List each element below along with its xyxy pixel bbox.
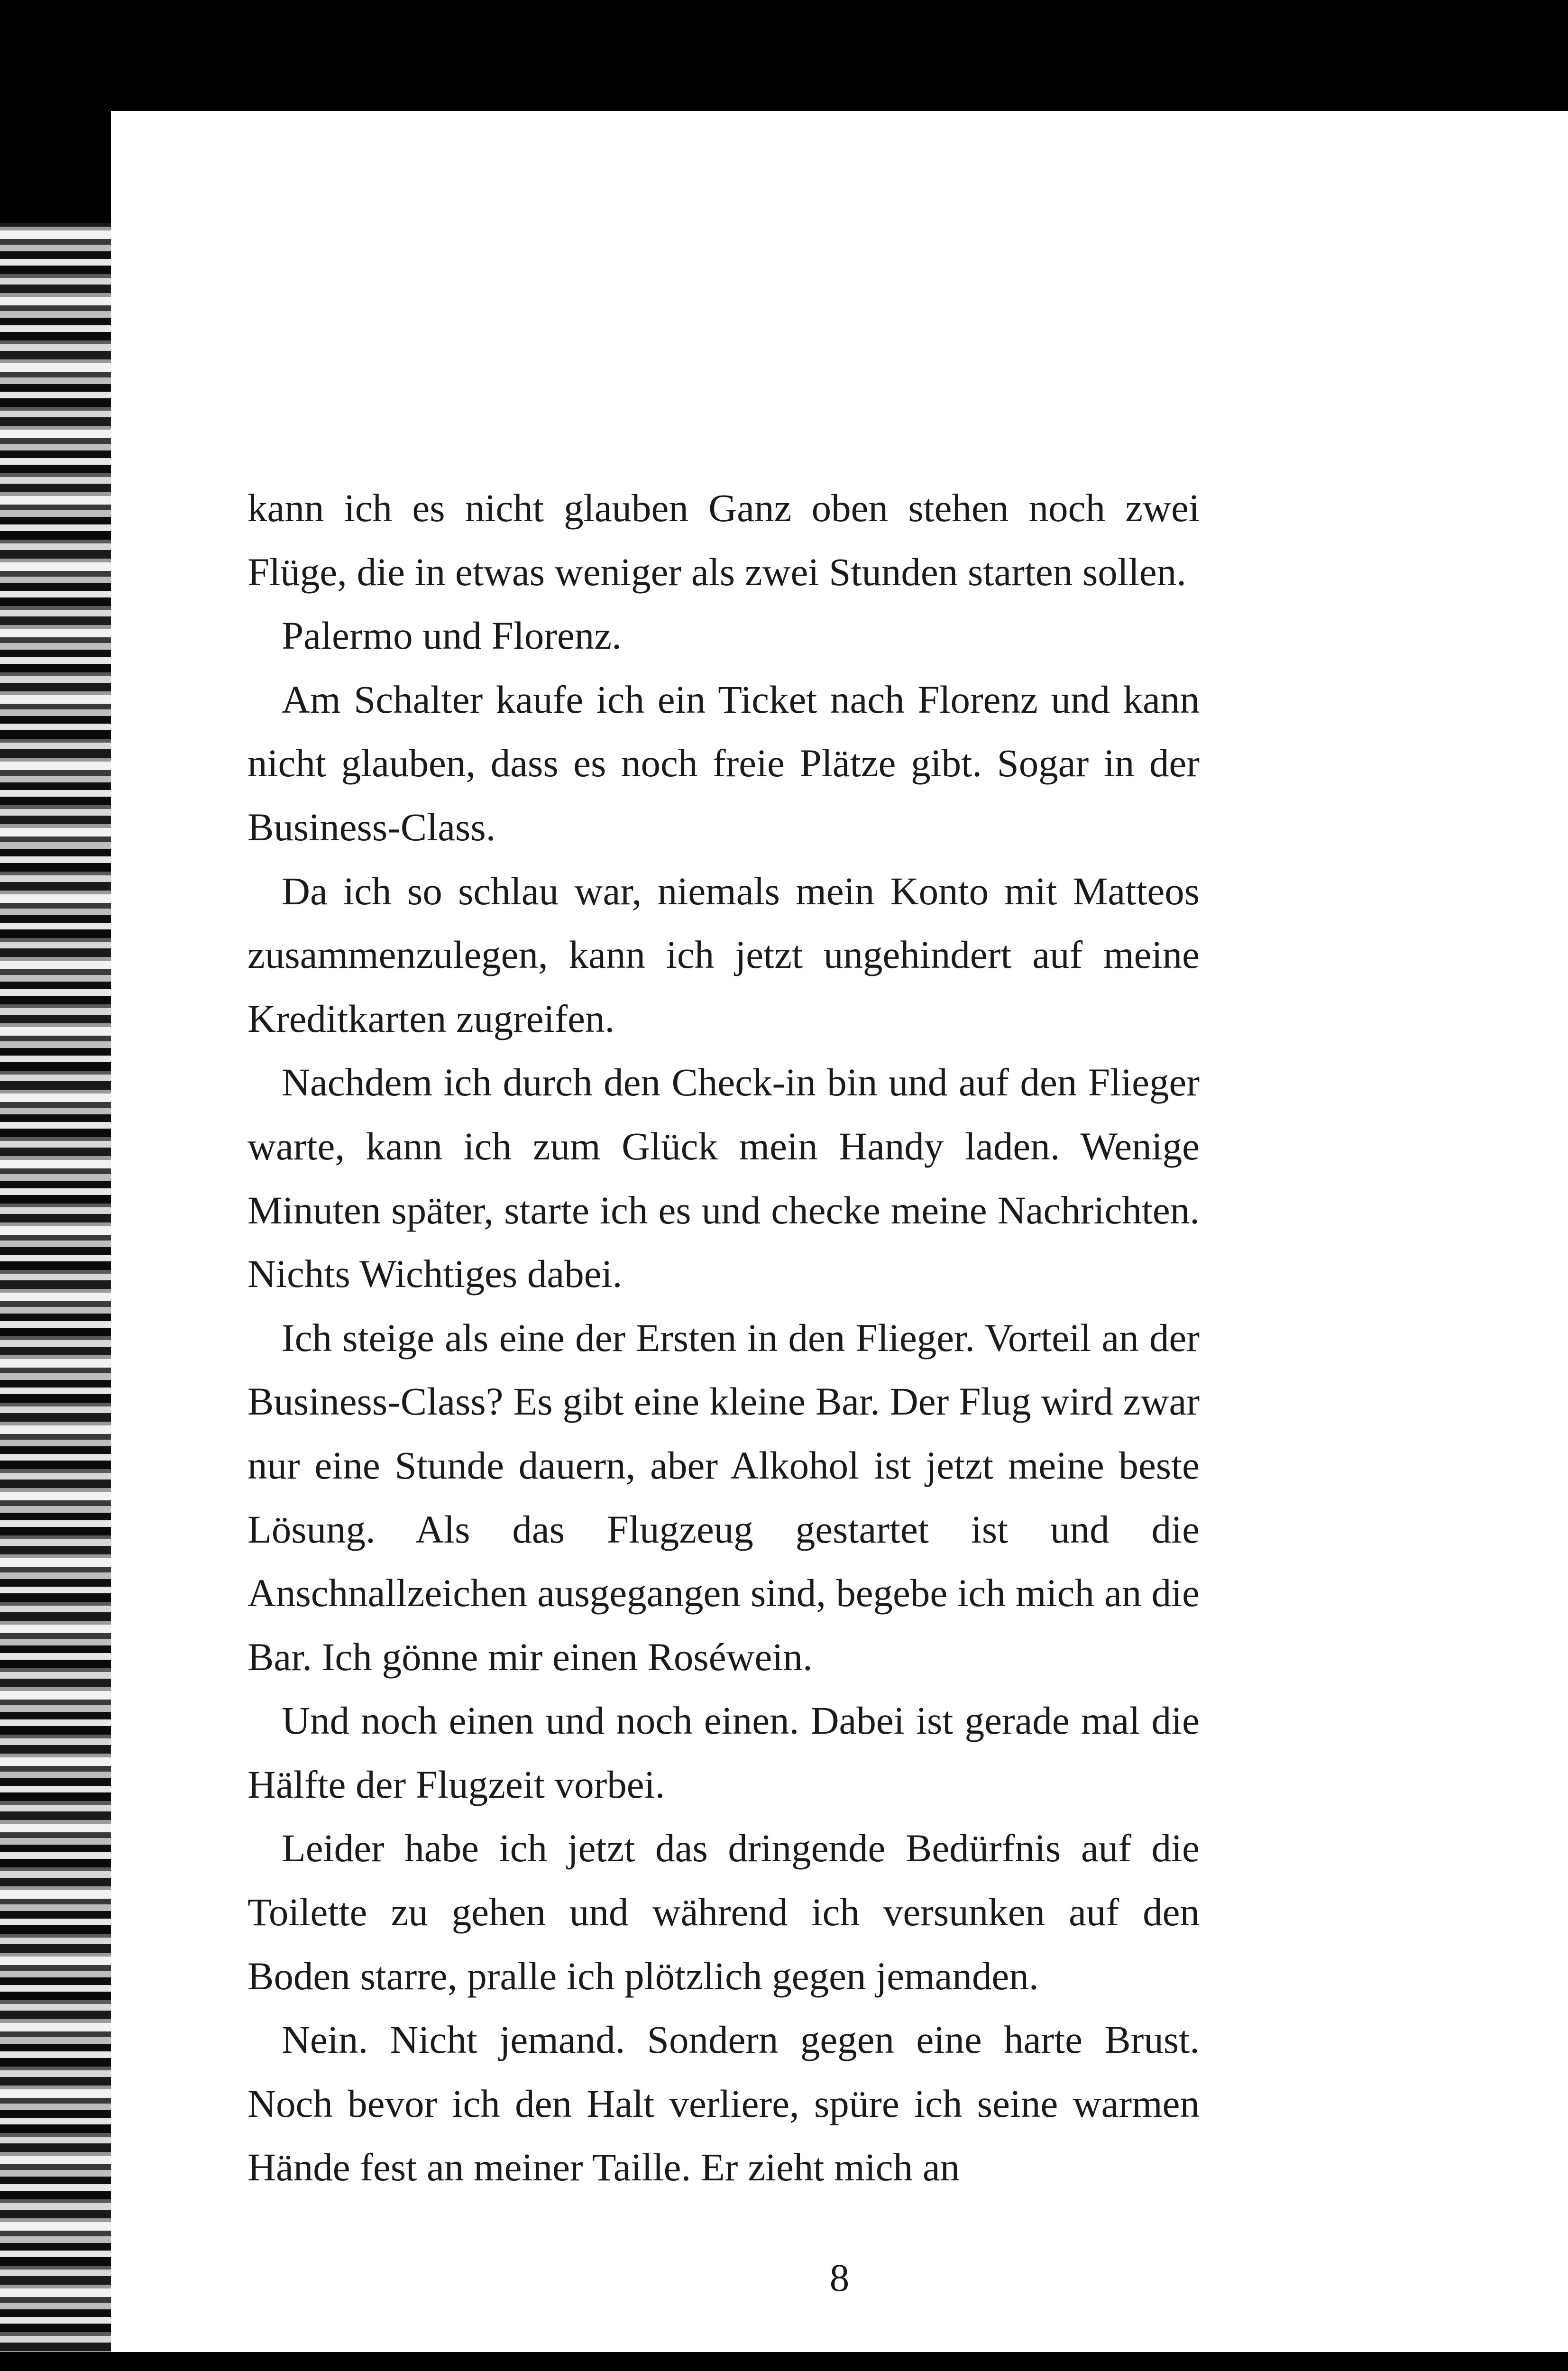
- paragraph: kann ich es nicht glauben Ganz oben stehen noch zwei Flüge, die in etwas weniger als zwei Stunden starten sollen.: [248, 486, 1200, 594]
- paragraph: Nein. Nicht jemand. Sondern gegen eine harte Brust. Noch bevor ich den Halt verliere, spüre ich seine warmen Hände fest an meiner Taille. Er zieht mich an: [248, 2018, 1200, 2189]
- scan-edge-strip: [0, 0, 111, 2371]
- paragraph: Am Schalter kaufe ich ein Ticket nach Florenz und kann nicht glauben, dass es noch freie Plätze gibt. Sogar in der Business-Class.: [248, 677, 1200, 849]
- scan-border-bottom-left: [0, 2352, 111, 2371]
- scan-border-top-left: [0, 0, 111, 223]
- body-text: [248, 476, 1200, 2199]
- paragraph: Palermo und Florenz.: [282, 614, 622, 658]
- paragraph: Ich steige als eine der Ersten in den Flieger. Vorteil an der Business-Class? Es gibt eine kleine Bar. Der Flug wird zwar nur eine Stunde dauern, aber Alkohol ist jetzt meine beste Lösung. Als das Flugzeug gestartet ist und die Anschnallzeichen ausgegangen sind, begebe ich mich an die Bar. Ich gönne mir einen Roséwein.: [248, 1315, 1200, 1679]
- paragraph: Nachdem ich durch den Check-in bin und auf den Flieger warte, kann ich zum Glück mein Handy laden. Wenige Minuten später, starte ich es und checke meine Nachrichten. Nichts Wichtiges dabei.: [248, 1060, 1200, 1296]
- paragraph: Leider habe ich jetzt das dringende Bedürfnis auf die Toilette zu gehen und während ich versunken auf den Boden starre, pralle ich plötzlich gegen jemanden.: [248, 1826, 1200, 1998]
- paragraph: Und noch einen und noch einen. Dabei ist gerade mal die Hälfte der Flugzeit vorbei.: [248, 1699, 1200, 1806]
- book-page: [111, 111, 1568, 2352]
- paragraph: Da ich so schlau war, niemals mein Konto mit Matteos zusammenzulegen, kann ich jetzt ungehindert auf meine Kreditkarten zugreifen.: [248, 869, 1200, 1040]
- page-number: 8: [829, 2256, 850, 2299]
